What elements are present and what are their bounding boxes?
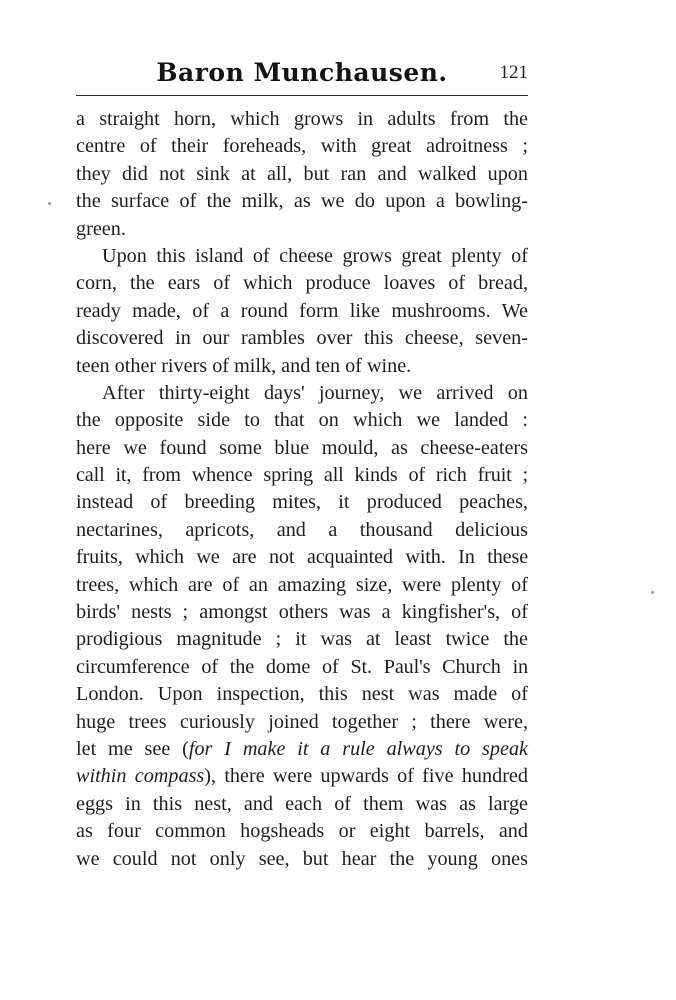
body-text (76, 106, 528, 873)
text-line: fruits, which we are not acquainted with. In these (76, 546, 528, 569)
page-header (76, 56, 528, 96)
header-rule (76, 95, 528, 96)
text-line: here we found some blue mould, as cheese-eaters (76, 436, 528, 459)
text-line: Upon this island of cheese grows great plenty of (102, 244, 528, 267)
text-line: ready made, of a round form like mushrooms. We (76, 299, 528, 322)
text-line: we could not only see, but hear the young ones (76, 847, 528, 870)
text-line: corn, the ears of which produce loaves of bread, (76, 272, 528, 295)
text-line: green. (76, 217, 126, 240)
running-title: Baron Munchausen. (156, 58, 448, 87)
text-line-with-italic (76, 763, 528, 790)
text-line: After thirty-eight days' journey, we arrived on (102, 381, 528, 404)
text-line: as four common hogsheads or eight barrels, and (76, 820, 528, 843)
line-text-roman: let me see ( (76, 737, 189, 760)
text-line: eggs in this nest, and each of them was as large (76, 792, 528, 815)
text-line: nectarines, apricots, and a thousand delicious (76, 518, 528, 541)
text-line: the opposite side to that on which we landed : (76, 409, 528, 432)
page-number: 121 (499, 62, 528, 83)
text-line: trees, which are of an amazing size, were plenty of (76, 573, 528, 596)
text-line: prodigious magnitude ; it was at least twice the (76, 628, 528, 651)
text-line: teen other rivers of milk, and ten of wine. (76, 354, 412, 377)
line-text-roman: ), there were upwards of five hundred (204, 765, 528, 788)
text-line: they did not sink at all, but ran and walked upon (76, 162, 528, 185)
text-line: instead of breeding mites, it produced peaches, (76, 491, 528, 514)
text-line: centre of their foreheads, with great adroitness ; (76, 135, 528, 158)
print-speck (48, 202, 51, 205)
text-line: huge trees curiously joined together ; there were, (76, 710, 528, 733)
text-line: circumference of the dome of St. Paul's Church in (76, 655, 528, 678)
text-line: call it, from whence spring all kinds of rich fruit ; (76, 464, 528, 487)
text-line-with-italic (76, 736, 528, 763)
print-speck (651, 591, 654, 594)
text-line: discovered in our rambles over this cheese, seven- (76, 327, 528, 350)
text-line: London. Upon inspection, this nest was made of (76, 683, 528, 706)
text-line: birds' nests ; amongst others was a kingfisher's, of (76, 601, 528, 624)
line-text-italic: within compass (76, 765, 205, 788)
text-line: a straight horn, which grows in adults from the (76, 108, 528, 130)
text-line: the surface of the milk, as we do upon a bowling- (76, 190, 528, 213)
line-text-italic: for I make it a rule always to speak (188, 737, 529, 760)
